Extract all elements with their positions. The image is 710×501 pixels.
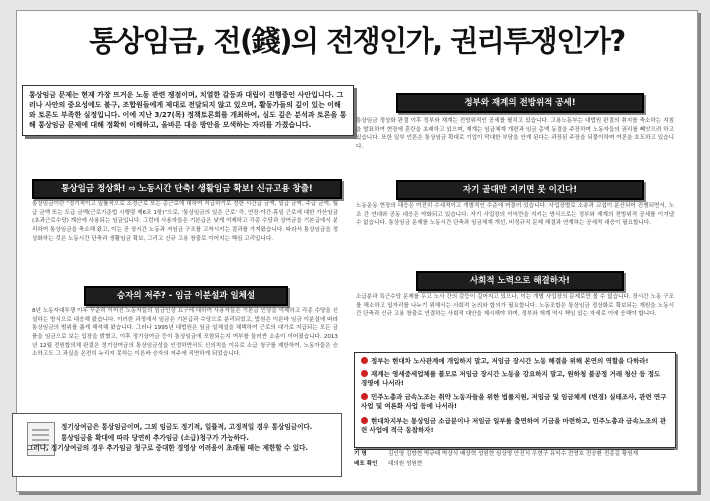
signatories-names: 김인영 김방현 박규태 박상식 배상혁 성원현 심상영 안진식 우현구 유익수 전영호 전승환 전종길 황원재	[388, 451, 639, 457]
left-banner-2: 승자의 저주? - 임금 이분설과 일체설	[84, 286, 288, 306]
demand-item: 현대차지부는 통상임금 소급분이나 저임금 일부를 출연하여 기금을 마련하고, 민주노총과 금속노조의 관련 사업에 적극 동참하자!	[361, 417, 667, 435]
demands-box	[354, 352, 676, 448]
red-dot-icon	[361, 370, 368, 377]
red-dot-icon	[361, 417, 368, 424]
signatories-footer	[354, 449, 674, 472]
distribution-contact: 대의원 성원현	[388, 460, 423, 467]
red-dot-icon	[361, 357, 368, 364]
ruling-line-3: 그러나, 정기상여금의 경우 추가임금 청구로 중대한 경영상 어려움이 초래될 때는 제한할 수 있다.	[27, 444, 308, 453]
distribution-label: 배포 확인	[354, 460, 378, 467]
ruling-line-1: 정기상여금은 통상임금이며, 그외 임금도 정기적, 일률적, 고정적일 경우 통상임금이다.	[61, 423, 313, 431]
intro-box: 통상임금 문제는 현재 가장 뜨거운 노동 관련 쟁점이며, 치열한 갈등과 대립이 진행중인 사안입니다. 그러나 사안의 중요성에도 불구, 조합원들에게 제대로 전달되지 않고 있으며, 활동가들의 깊이 있는 이해와 토론도 부족한 실정입니다. 이에 지난 3/27(목) 정책토론회를 개최하여, 심도 깊은 분석과 토론을 통해 통상임금 문제에 대해 정확히 이해하고, 올바른 대응 방안을 모색하는 자리를 가졌습니다.	[22, 85, 354, 136]
right-banner-1: 정부와 재계의 전방위적 공세!	[396, 93, 644, 113]
left-body-2: 8년 노동자대투쟁 이후 꾸준히 이어진 노동자들의 임금인상 요구에 대하여 사용자들은 기본급 인상을 억제하고 각종 수당을 신설하는 방식으로 대응해 왔습니다. 이러한 과정에서 임금은 기본급과 수당으로 분리되었고, 법원은 이른바 임금 이분설에 따라 통상임금의 범위를 좁게 해석해 왔습니다. 그러나 1995년 대법원은 임금 일체설을 채택하여 근로의 대가로 지급되는 모든 금품을 임금으로 보는 입장을 밝혔고, 이후 정기상여금 등이 통상임금에 포함되는지 여부를 둘러싼 소송이 이어졌습니다. 2013년 12월 전원합의체 판결은 정기상여금의 통상임금성을 인정하면서도 신의칙을 이유로 소급 청구를 제한하여, 노동자들은 승소하고도 그 과실을 온전히 누리지 못하는 이른바 승자의 저주에 직면하게 되었습니다.	[32, 308, 338, 358]
right-banner-3: 사회적 노력으로 해결하자!	[416, 271, 624, 291]
headline: 통상임금, 전(錢)의 전쟁인가, 권리투쟁인가?	[89, 24, 625, 58]
left-banner-1: 통상임금 정상화! ⇨ 노동시간 단축! 생활임금 확보! 신규고용 창출!	[32, 179, 342, 199]
demand-item: 민주노총과 금속노조는 취약 노동자들을 위한 법률지원, 저임금 및 임금체계 (변경) 실태조사, 관련 연구 사업 및 여론화 사업 등에 나서라!	[361, 393, 667, 411]
right-body-3: 소급분과 특근수당 문제를 두고 노사 간의 갈등이 깊어지고 있으나, 이는 개별 사업장의 문제로만 볼 수 없습니다. 장시간 노동 구조를 해소하고 일자리를 나누기 위해서는 사회적 논의와 합의가 필요합니다. 노동조합은 통상임금 정상화로 확보되는 재원을 노동시간 단축과 신규 고용 창출로 연결하는 사회적 대안을 제시해야 하며, 정부와 재계 역시 책임 있는 자세로 이에 응해야 합니다.	[356, 294, 674, 318]
red-dot-icon	[361, 393, 368, 400]
demand-item: 정부는 현대차 노사관계에 개입하지 말고, 저임금 장시간 노동 해결을 위해 본연의 역할을 다하라!	[361, 357, 667, 366]
ruling-line-2: 통상임금을 확대에 따라 당연히 추가임금 (소급)청구가 가능하다.	[61, 433, 249, 442]
demand-item: 재계는 영세중세업체를 볼모로 저임금 장시간 노동을 강요하지 말고, 원하청 불공정 거래 청산 등 정도 경영에 나서라!	[361, 370, 661, 388]
right-banner-2: 자기 골대만 지키면 못 이긴다!	[396, 180, 644, 200]
signatories-label: 기 명	[354, 451, 367, 457]
right-body-1: 통상임금 정상화 판결 이후 정부와 재계는 전방위적인 공세를 펼치고 있습니다. 고용노동부는 대법원 판결의 취지를 축소하는 지침을 발표하여 현장에 혼란을 초래하고 있으며, 재계는 임금체계 개편과 임금 총액 동결을 주장하며 노동자들의 권리를 빼앗으려 하고 있습니다. 또한 일부 언론은 통상임금 확대로 기업이 막대한 부담을 안게 된다는 과장된 주장을 되풀이하며 여론을 호도하고 있습니다.	[356, 118, 674, 150]
right-body-2: 노동운동 현장의 대응은 여전히 수세적이고 개별적인 수준에 머물러 있습니다. 사업장별로 소송과 교섭이 분산되어 진행되면서, 노조 간 연대와 공동 대응은 약화되고 있습니다. 자기 사업장의 이익만을 지키는 방식으로는 정부와 재계의 전방위적 공세를 이겨낼 수 없습니다. 통상임금 문제를 노동시간 단축과 임금체계 개선, 비정규직 문제 해결과 연계하는 공세적 대응이 필요합니다.	[356, 203, 674, 227]
left-body-1: 통상임금이란 "정기적이고 일률적으로 소정근로 또는 총근로에 대하여 지급하기로 정한 시간급 금액, 일급 금액, 주급 금액, 월급 금액 또는 도급 금액(근로기준법 시행령 제6조 1항)"으로, '통상임금의 일은 근로' 즉, 연장·야간·휴일 근로에 대한 가산임금(초과근로수당) 계산에 사용되는 임금입니다. 그런데 사용자들은 기본급은 낮게 억제하고 각종 수당과 상여금을 기본급에서 분리하여 통상임금을 축소해 왔고, 이는 곧 장시간 노동과 저임금 구조를 고착시키는 결과를 가져왔습니다. 따라서 통상임금을 정상화하는 것은 노동시간 단축과 생활임금 확보, 그리고 신규 고용 창출로 이어지는 핵심 고리입니다.	[32, 201, 338, 242]
ruling-summary-box	[12, 413, 342, 477]
